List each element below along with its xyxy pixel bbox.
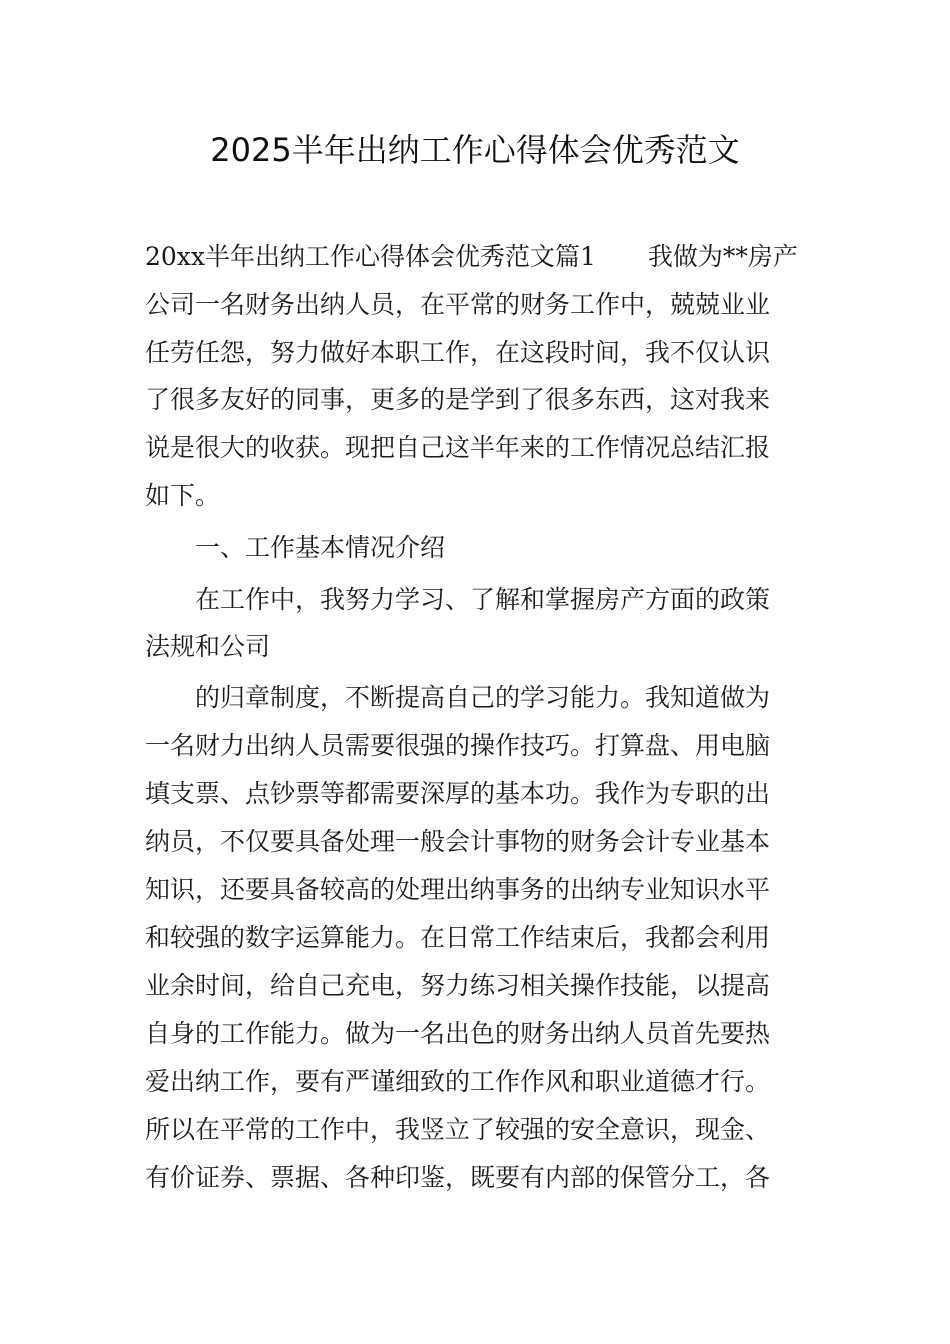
text-line-20: 有价证券、票据、各种印鉴，既要有内部的保管分工，各 <box>145 1163 771 1192</box>
section-heading: 20xx半年出纳工作心得体会优秀范文篇1 <box>145 242 596 271</box>
text-line-4: 了很多友好的同事，更多的是学到了很多东西，这对我来 <box>145 385 771 414</box>
text-fragment: 我做为**房产 <box>647 242 798 271</box>
text-line-18: 爱出纳工作，要有严谨细致的工作作风和职业道德才行。 <box>145 1067 771 1096</box>
text-line-12: 填支票、点钞票等都需要深厚的基本功。我作为专职的出 <box>145 779 771 808</box>
text-line-1 <box>145 237 815 277</box>
text-line-7: 一、工作基本情况介绍 <box>195 533 446 562</box>
text-line-15: 和较强的数字运算能力。在日常工作结束后，我都会利用 <box>145 923 771 952</box>
text-line-14: 知识，还要具备较高的处理出纳事务的出纳专业知识水平 <box>145 875 771 904</box>
text-line-11: 一名财力出纳人员需要很强的操作技巧。打算盘、用电脑 <box>145 731 771 760</box>
text-line-19: 所以在平常的工作中，我竖立了较强的安全意识，现金、 <box>145 1115 771 1144</box>
text-line-2: 公司一名财务出纳人员，在平常的财务工作中，兢兢业业 <box>145 290 771 319</box>
text-line-6: 如下。 <box>145 481 221 510</box>
text-line-3: 任劳任怨，努力做好本职工作，在这段时间，我不仅认识 <box>145 338 771 367</box>
text-line-16: 业余时间，给自己充电，努力练习相关操作技能，以提高 <box>145 971 771 1000</box>
text-line-17: 自身的工作能力。做为一名出色的财务出纳人员首先要热 <box>145 1019 771 1048</box>
text-line-8: 在工作中，我努力学习、了解和掌握房产方面的政策 <box>195 585 771 614</box>
text-line-13: 纳员，不仅要具备处理一般会计事物的财务会计专业基本 <box>145 827 771 856</box>
text-line-5: 说是很大的收获。现把自己这半年来的工作情况总结汇报 <box>145 433 771 462</box>
text-line-10: 的归章制度，不断提高自己的学习能力。我知道做为 <box>195 683 771 712</box>
text-line-9: 法规和公司 <box>145 632 271 661</box>
document-title: 2025半年出纳工作心得体会优秀范文 <box>210 131 740 169</box>
